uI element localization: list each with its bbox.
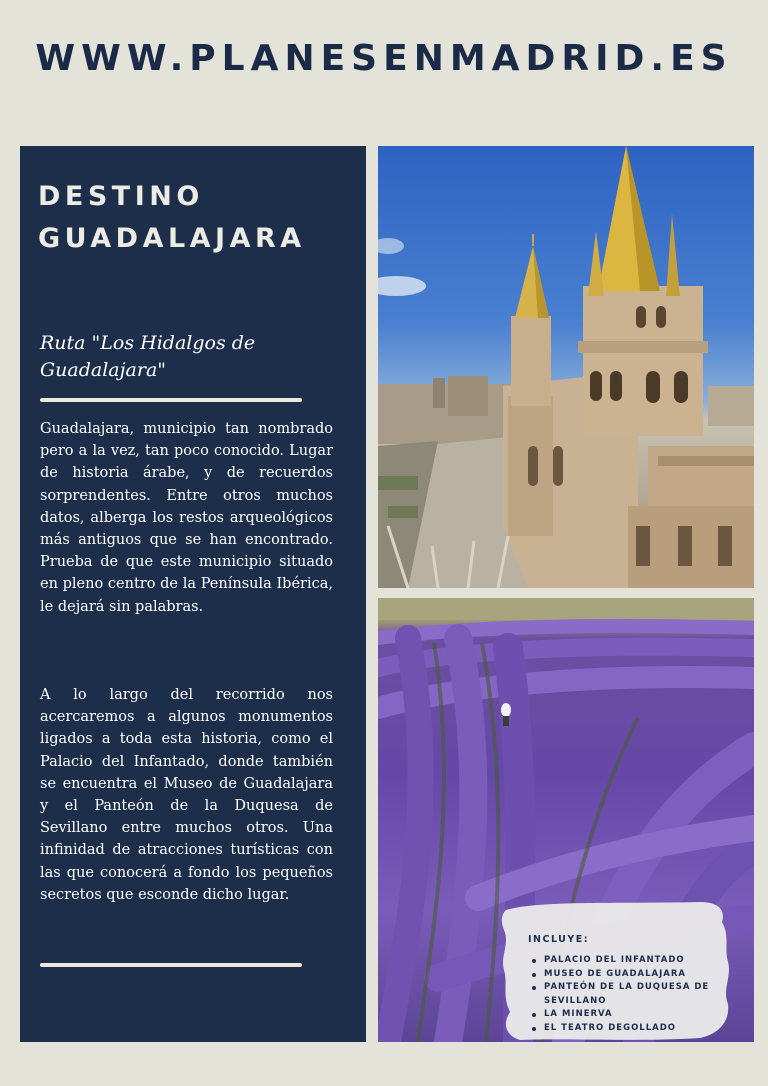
includes-box bbox=[500, 896, 732, 1042]
description-paragraph-2: A lo largo del recorrido nos acercaremos a algunos monumentos ligados a toda esta historia, como el Palacio del Infantado, donde también se encuentra el Museo de Guadalajara y el Panteón de la Duquesa de Sevillano entre muchos otros. Una infinidad de atracciones turísticas con las que conocerá a fondo los pequeños secretos que esconde dicho lugar. bbox=[40, 687, 333, 903]
list-item: LA MINERVA bbox=[528, 1008, 718, 1022]
list-item: PALACIO DEL INFANTADO bbox=[528, 954, 718, 968]
list-item: EL TEATRO DEGOLLADO bbox=[528, 1022, 718, 1036]
destination-title-line2: GUADALAJARA bbox=[38, 223, 306, 254]
list-item: PANTEÓN DE LA DUQUESA DE SEVILLANO bbox=[528, 981, 718, 1008]
divider-bottom bbox=[40, 963, 302, 967]
destination-title-line1: DESTINO bbox=[38, 181, 204, 212]
cathedral-illustration bbox=[378, 146, 754, 588]
includes-list bbox=[528, 954, 718, 1035]
text-panel bbox=[20, 146, 366, 1042]
destination-title bbox=[38, 176, 358, 260]
route-title: Ruta "Los Hidalgos de Guadalajara" bbox=[40, 332, 256, 381]
description-paragraph-1: Guadalajara, municipio tan nombrado pero a la vez, tan poco conocido. Lugar de historia árabe, y de recuerdos sorprendentes. Entre otros muchos datos, alberga los restos arqueológicos más antiguos que se han encontrado. Prueba de que este municipio situado en pleno centro de la Península Ibérica, le dejará sin palabras. bbox=[40, 421, 333, 615]
list-item: MUSEO DE GUADALAJARA bbox=[528, 968, 718, 982]
cathedral-photo bbox=[378, 146, 754, 588]
divider-top bbox=[40, 398, 302, 402]
includes-title: INCLUYE: bbox=[528, 934, 590, 945]
site-url-heading: WWW.PLANESENMADRID.ES bbox=[35, 38, 733, 79]
